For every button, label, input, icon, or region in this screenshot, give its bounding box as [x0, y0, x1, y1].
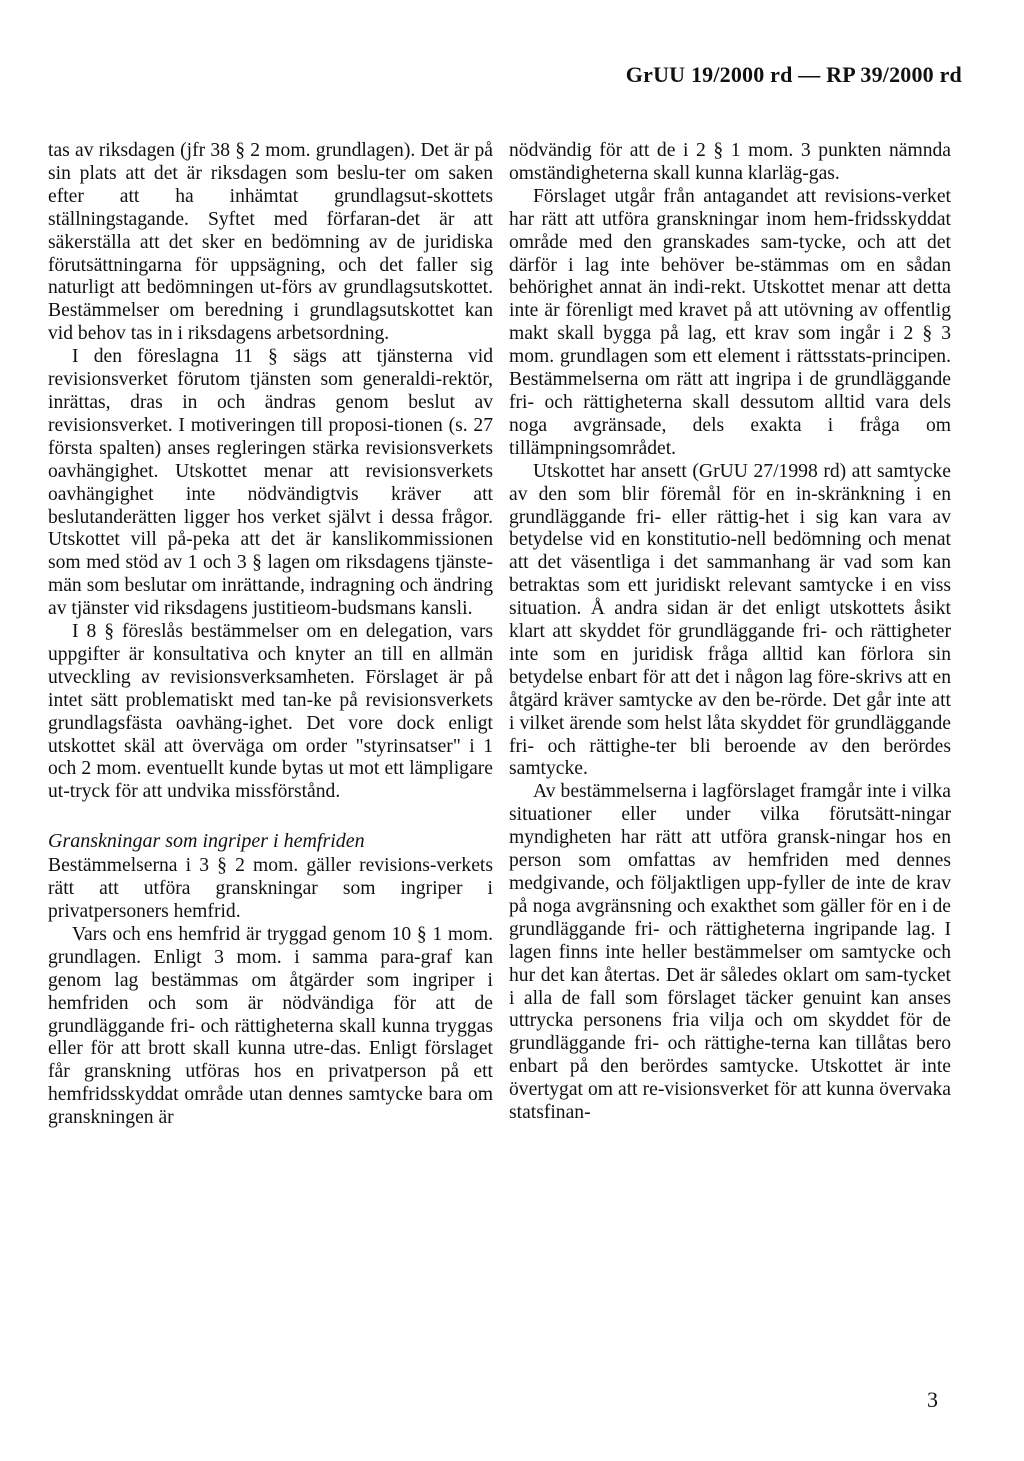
paragraph: I 8 § föreslås bestämmelser om en delegation, vars uppgifter är konsultativa och knyter an till en allmän utveckling av revisionsverksamheten. Förslaget är på intet sätt problematiskt med tan-ke på revisionsverkets grundlagsfästa oavhäng-ighet. Det vore dock enligt utskottet skäl att överväga om order "styrinsatser" i 1 och 2 mom. eventuellt kunde bytas ut mot ett lämpligare ut-tryck för att undvika missförstånd. [48, 621, 493, 803]
paragraph: Förslaget utgår från antagandet att revisions-verket har rätt att utföra granskningar inom hem-fridsskyddat område med den granskades sam-tycke, och att det därför i lag inte behöver be-stämmas om en sådan behörighet annat än indi-rekt. Utskottet menar att detta inte är förenligt med kravet på att utövning av offentlig makt skall bygga på lag, ett krav som ingår i 2 § 3 mom. grundlagen som ett element i rättsstats-principen. Bestämmelserna om rätt att ingripa i de grundläggande fri- och rättigheterna skall dessutom alltid vara dels noga avgränsade, dels exakta i fråga om tillämpningsområdet. [509, 185, 951, 459]
paragraph: Bestämmelserna i 3 § 2 mom. gäller revisions-verkets rätt att utföra granskningar som ingriper i privatpersoners hemfrid. [48, 855, 493, 922]
paragraph: Vars och ens hemfrid är tryggad genom 10 § 1 mom. grundlagen. Enligt 3 mom. i samma para-graf kan genom lag bestämmas om åtgärder som ingriper i hemfriden och som är nödvändiga för att de grundläggande fri- och rättigheterna skall kunna tryggas eller för att brott skall kunna utre-das. Enligt förslaget får granskning utföras hos en privatperson på ett hemfridsskyddat område utan dennes samtycke bara om granskningen är [48, 923, 493, 1129]
paragraph: nödvändig för att de i 2 § 1 mom. 3 punkten nämnda omständigheterna skall kunna klarläg-gas. [509, 140, 951, 184]
left-column [48, 140, 493, 1130]
right-column [509, 140, 951, 1125]
section-heading: Granskningar som ingriper i hemfriden [48, 830, 365, 853]
running-header: GrUU 19/2000 rd — RP 39/2000 rd [625, 62, 962, 87]
paragraph: tas av riksdagen (jfr 38 § 2 mom. grundlagen). Det är på sin plats att det är riksdagen som beslu-ter om saken efter att ha inhämtat grundlagsut-skottets ställningstagande. Syftet med förfaran-det är att säkerställa att det sker en bedömning av de juridiska förutsättningarna för uppsägning, och det faller sig naturligt att bedömningen ut-förs av grundlagsutskottet. Bestämmelser om beredning i grundlagsutskottet kan vid behov tas in i riksdagens arbetsordning. [48, 140, 493, 345]
page-number: 3 [927, 1387, 938, 1412]
paragraph: Utskottet har ansett (GrUU 27/1998 rd) att samtycke av den som blir föremål för en in-skränkning i en grundläggande fri- eller rättig-het i sig kan vara av betydelse vid en konstitutio-nell bedömning och menat att det väsentliga i det sammanhang är vad som kan betraktas som ett juridiskt relevant samtycke i en viss situation. Å andra sidan är det enligt utskottets åsikt klart att skyddet för grundläggande fri- och rättigheter inte som en juridisk fråga alltid kan förlora sin betydelse enbart för att det i någon lag före-skrivs att en åtgärd kräver samtycke av den be-rörde. Det går inte att i vilket ärende som helst låta skyddet för grundläggande fri- och rättighe-ter bli beroende av den berördes samtycke. [509, 460, 951, 780]
paragraph: I den föreslagna 11 § sägs att tjänsterna vid revisionsverket förutom tjänsten som generaldi-rektör, inrättas, dras in och ändras genom beslut av revisionsverket. I motiveringen till proposi-tionen (s. 27 första spalten) anses regleringen stärka revisionsverkets oavhängighet. Utskottet menar att revisionsverkets oavhängighet inte nödvändigtvis kräver att beslutanderätten ligger hos verket självt i dessa frågor. Utskottet vill på-peka att det är kanslikommissionen som med stöd av 1 och 3 § lagen om riksdagens tjänste-män som beslutar om inrättande, indragning och ändring av tjänster vid riksdagens justitieom-budsmans kansli. [48, 346, 493, 620]
paragraph: Av bestämmelserna i lagförslaget framgår inte i vilka situationer eller under vilka förutsätt-ningar myndigheten har rätt att utföra gransk-ningar hos en person som omfattas av hemfriden med dennes medgivande, och följaktligen upp-fyller de inte de krav på noga avgränsning och exakthet som gäller för en i de grundläggande fri- och rättigheterna ingripande lag. I lagen finns inte heller bestämmelser om samtycke och hur det kan återtas. Det är således oklart om sam-tycket i alla de fall som förslaget täcker genuint kan anses uttrycka personens fria vilja och om skyddet för de grundläggande fri- och rättighe-terna kan tillåtas bero enbart på den berördes samtycke. Utskottet är inte övertygat om att re-visionsverket för att kunna övervaka statsfinan- [509, 781, 951, 1124]
